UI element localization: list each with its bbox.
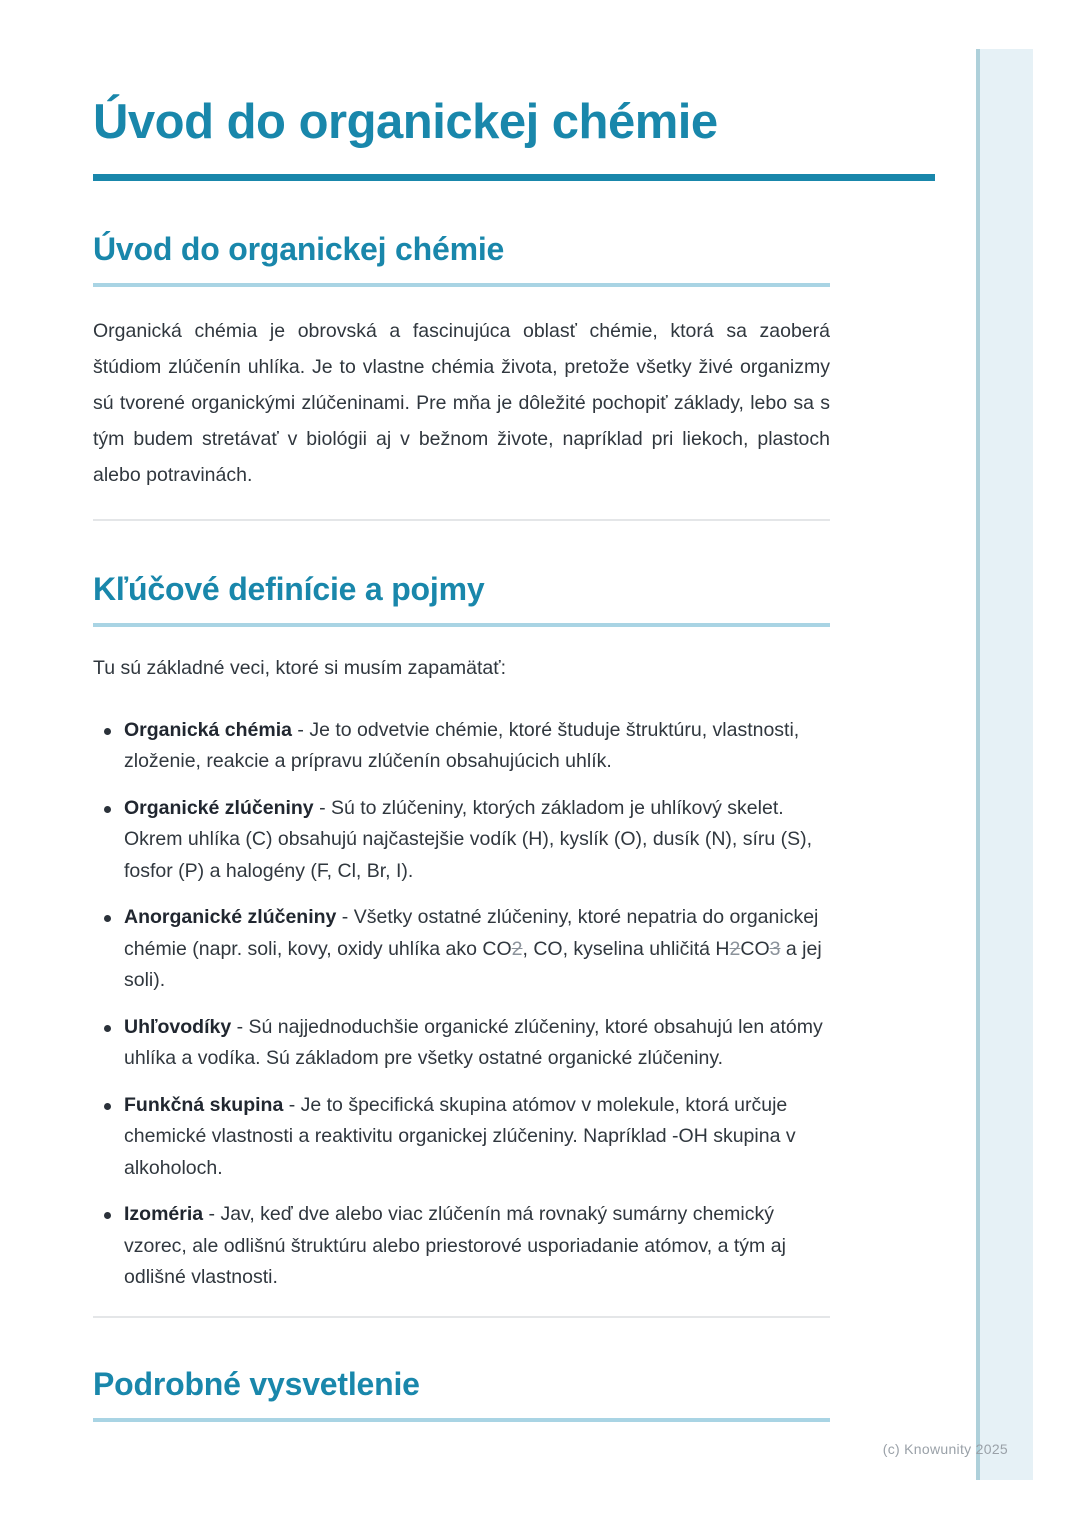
bullet-icon — [104, 915, 111, 922]
strikethrough-subscript: 3 — [769, 937, 781, 960]
definition-text: - Je to odvetvie chémie, ktoré študuje štruktúru, vlastnosti, zloženie, reakcie a prípravu zlúčenín obsahujúcich uhlík. — [124, 718, 800, 773]
content-column — [93, 0, 935, 1422]
title-rule — [93, 174, 935, 181]
heading-underline — [93, 623, 830, 627]
strikethrough-subscript: 2 — [511, 937, 523, 960]
section-heading-definitions: Kľúčové definície a pojmy — [93, 571, 485, 608]
heading-underline — [93, 283, 830, 287]
section-divider — [93, 1316, 830, 1318]
definition-item — [93, 1199, 830, 1294]
definition-term: Funkčná skupina — [124, 1093, 284, 1116]
bullet-icon — [104, 728, 111, 735]
definition-text: - Sú to zlúčeniny, ktorých základom je uhlíkový skelet. Okrem uhlíka (C) obsahujú najčastejšie vodík (H), kyslík (O), dusík (N), síru (S), fosfor (P) a halogény (F, Cl, Br, I). — [124, 796, 813, 882]
definitions-intro-text: Tu sú základné veci, ktoré si musím zapamätať: — [93, 656, 507, 679]
intro-paragraph: Organická chémia je obrovská a fascinujúca oblasť chémie, ktorá sa zaoberá štúdiom zlúčenín uhlíka. Je to vlastne chémia života, pretože všetky živé organizmy sú tvorené organickými zlúčeninami. Pre mňa je dôležité pochopiť základy, lebo sa s tým budem stretávať v biológii aj v bežnom živote, napríklad pri liekoch, plastoch alebo potravinách. — [93, 320, 830, 487]
bullet-icon — [104, 1103, 111, 1110]
footer-credit: (c) Knowunity 2025 — [882, 1441, 1008, 1457]
section-definitions — [93, 571, 830, 1294]
bullet-icon — [104, 1212, 111, 1219]
section-heading-intro: Úvod do organickej chémie — [93, 231, 505, 268]
strikethrough-subscript: 2 — [729, 937, 741, 960]
section-intro — [93, 231, 830, 493]
definition-text: - Je to špecifická skupina atómov v molekule, ktorá určuje chemické vlastnosti a reaktivitu organickej zlúčeniny. Napríklad -OH skupina v alkoholoch. — [124, 1093, 796, 1179]
section-detail — [93, 1366, 830, 1422]
definition-term: Anorganické zlúčeniny — [124, 906, 337, 929]
definitions-list — [93, 715, 830, 1294]
definition-term: Organické zlúčeniny — [124, 796, 314, 819]
definition-item — [93, 1090, 830, 1185]
section-heading-detail: Podrobné vysvetlenie — [93, 1365, 420, 1402]
definition-item — [93, 1012, 830, 1075]
bullet-icon — [104, 1025, 111, 1032]
heading-underline — [93, 1418, 830, 1422]
definition-term: Izoméria — [124, 1203, 204, 1226]
definition-item — [93, 902, 830, 997]
definition-term: Uhľovodíky — [124, 1015, 232, 1038]
definition-text: - Všetky ostatné zlúčeniny, ktoré nepatria do organickej chémie (napr. soli, kovy, oxidy uhlíka ako CO2, CO, kyselina uhličitá H2CO3 a jej soli). — [124, 906, 822, 992]
definition-text: - Sú najjednoduchšie organické zlúčeniny, ktoré obsahujú len atómy uhlíka a vodíka. Sú základom pre všetky ostatné organické zlúčeniny. — [124, 1015, 823, 1070]
section-divider — [93, 519, 830, 521]
side-accent-stripe — [976, 49, 1033, 1480]
definition-item — [93, 715, 830, 778]
definition-item — [93, 793, 830, 888]
document-title: Úvod do organickej chémie — [93, 95, 718, 149]
bullet-icon — [104, 806, 111, 813]
definition-text: - Jav, keď dve alebo viac zlúčenín má rovnaký sumárny chemický vzorec, ale odlišnú štruktúru alebo priestorové usporiadanie atómov, a tým aj odlišné vlastnosti. — [124, 1203, 786, 1289]
definition-term: Organická chémia — [124, 718, 292, 741]
